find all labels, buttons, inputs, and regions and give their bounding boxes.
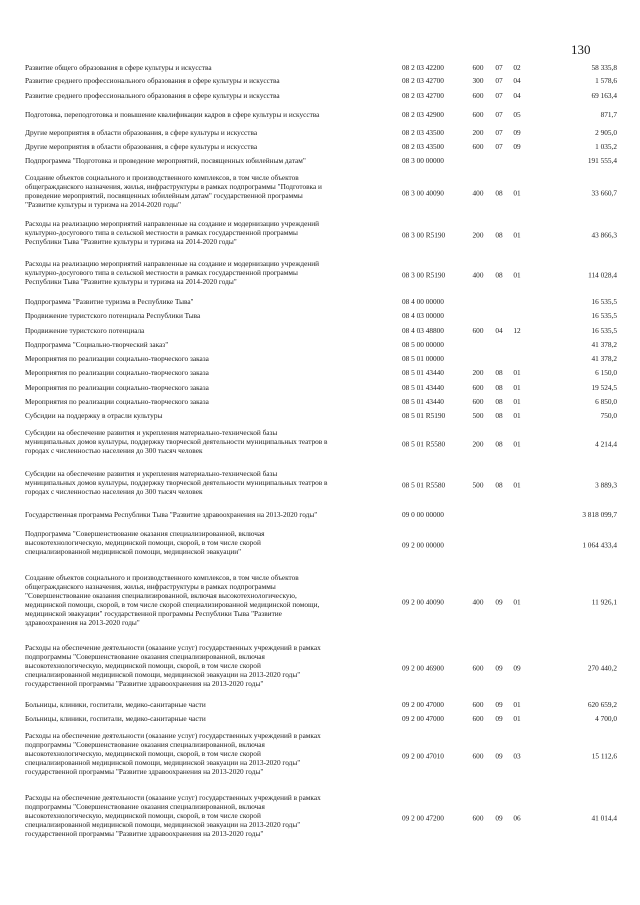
row-vr: 600 [472,714,484,723]
table-row [25,701,617,710]
row-rz: 08 [495,230,503,240]
row-code: 08 3 00 00000 [402,156,444,165]
row-pr: 05 [513,110,521,119]
row-rz: 07 [495,76,503,85]
row-rz: 04 [495,326,503,335]
row-amount: 19 524,5 [591,383,617,392]
row-rz: 08 [495,439,503,449]
row-vr: 600 [472,751,484,761]
row-pr: 01 [513,368,521,377]
row-code: 09 2 00 47000 [402,714,444,723]
row-name: Мероприятия по реализации социально-творческого заказа [25,354,209,363]
table-row [25,715,617,724]
row-pr: 04 [513,91,521,100]
row-name: Субсидии на обеспечение развития и укрепления материально-технической базы муниципальных домов культуры, поддержку творческой деятельности муниципальных театров в городах с численностью населения до 300 тысяч человек [25,428,328,455]
row-name: Мероприятия по реализации социально-творческого заказа [25,368,209,377]
table-row [25,511,617,520]
row-rz: 08 [495,411,503,420]
table-row [25,129,617,138]
row-amount: 114 028,4 [588,270,617,280]
row-pr: 01 [513,230,521,240]
row-amount: 4 700,0 [595,714,617,723]
row-pr: 01 [513,270,521,280]
table-row [25,312,617,321]
row-name: Расходы на реализацию мероприятий направленные на создание и модернизацию учреждений культурно-досугового типа в сельской местности в рамках государственной программы Республики Тыва "Развитие культуры и туризма на 2014-2020 годы" [25,219,320,246]
row-amount: 2 905,0 [595,128,617,137]
table-row [25,64,617,73]
row-amount: 58 335,8 [591,63,617,72]
row-rz: 07 [495,142,503,151]
row-rz: 08 [495,368,503,377]
row-code: 09 2 00 46900 [402,663,444,673]
page-number: 130 [571,42,591,57]
row-vr: 600 [472,142,484,151]
row-name: Подпрограмма "Развитие туризма в Республике Тыва" [25,297,194,306]
table-row [25,111,617,120]
row-pr: 01 [513,188,521,198]
row-name: Мероприятия по реализации социально-творческого заказа [25,383,209,392]
row-amount: 41 014,4 [591,813,617,823]
row-amount: 1 035,2 [595,142,617,151]
row-vr: 600 [472,813,484,823]
row-vr: 200 [472,230,484,240]
table-row [25,732,617,782]
row-vr: 600 [472,663,484,673]
row-code: 08 5 01 R5580 [402,480,446,490]
table-row [25,644,617,694]
row-pr: 01 [513,597,521,607]
row-pr: 09 [513,663,521,673]
table-row [25,384,617,393]
row-amount: 6 850,0 [595,397,617,406]
row-rz: 07 [495,110,503,119]
row-rz: 08 [495,188,503,198]
row-name: Развитие среднего профессионального образования в сфере культуры и искусства [25,76,280,85]
table-row [25,530,617,561]
row-rz: 07 [495,63,503,72]
row-amount: 4 214,4 [595,439,617,449]
row-code: 08 5 01 R5190 [402,411,446,420]
table-row [25,574,617,632]
table-row [25,369,617,378]
table-row [25,298,617,307]
row-name: Подготовка, переподготовка и повышение квалификации кадров в сфере культуры и искусства [25,110,320,119]
table-row [25,92,617,101]
table-row [25,157,617,166]
row-code: 08 2 03 43500 [402,128,444,137]
row-code: 08 2 03 42700 [402,76,444,85]
row-code: 08 5 00 00000 [402,340,444,349]
row-amount: 16 535,5 [591,297,617,306]
row-name: Субсидии на поддержку в отрасли культуры [25,411,163,420]
row-pr: 03 [513,751,521,761]
row-vr: 400 [472,270,484,280]
row-vr: 600 [472,63,484,72]
table-row [25,77,617,86]
row-amount: 1 578,6 [595,76,617,85]
table-row [25,429,617,460]
row-pr: 01 [513,397,521,406]
row-code: 08 4 00 00000 [402,297,444,306]
row-name: Создание объектов социального и производственного комплексов, в том числе объектов общегражданского назначения, жилья, инфраструктуры в рамках подпрограммы "Подготовка и проведение мероприятий, посвященных юбилейным датам" государственной программы "Развитие культуры и туризма на 2014-2020 годы" [25,173,322,209]
row-name: Развитие общего образования в сфере культуры и искусства [25,63,212,72]
row-name: Расходы на обеспечение деятельности (оказание услуг) государственных учреждений в рамках подпрограммы "Совершенствование оказания специализированной, включая высокотехнологическую, медицинской помощи, скорой, в том числе скорой специализированной медицинской помощи, медицинской эвакуации на 2013-2020 годы" государственной программы "Развитие здравоохранения на 2013-2020 годы" [25,643,321,688]
row-rz: 08 [495,480,503,490]
row-code: 08 5 01 00000 [402,354,444,363]
row-pr: 06 [513,813,521,823]
row-amount: 69 163,4 [591,91,617,100]
row-code: 08 2 03 42700 [402,91,444,100]
row-rz: 09 [495,663,503,673]
row-code: 08 5 01 R5580 [402,439,446,449]
row-name: Субсидии на обеспечение развития и укрепления материально-технической базы муниципальных домов культуры, поддержку творческой деятельности муниципальных театров в городах с численностью населения до 300 тысяч человек [25,469,328,496]
table-row [25,143,617,152]
row-code: 09 2 00 40090 [402,597,444,607]
row-amount: 15 112,6 [591,751,617,761]
row-vr: 400 [472,597,484,607]
row-amount: 191 555,4 [587,156,617,165]
row-rz: 09 [495,813,503,823]
row-name: Создание объектов социального и производственного комплексов, в том числе объектов общегражданского назначения, жилья, инфраструктуры в рамках подпрограммы "Совершенствование оказания специализированной, включая высокотехнологическую, медицинской помощи, скорой, в том числе скорой специализированной медицинской помощи, медицинской эвакуации" государственной программы Республики Тыва "Развитие здравоохранения на 2013-2020 годы" [25,573,320,627]
row-name: Подпрограмма "Совершенствование оказания специализированной, включая высокотехнологическую, медицинской помощи, скорой, в том числе скорой специализированной медицинской помощи, медицинской эвакуации" [25,529,265,556]
row-code: 09 2 00 47200 [402,813,444,823]
row-amount: 43 866,3 [591,230,617,240]
row-amount: 16 535,5 [591,326,617,335]
row-pr: 09 [513,128,521,137]
row-pr: 01 [513,411,521,420]
row-code: 08 2 03 42200 [402,63,444,72]
row-amount: 750,0 [600,411,617,420]
row-amount: 270 440,2 [587,663,617,673]
row-name: Мероприятия по реализации социально-творческого заказа [25,397,209,406]
row-amount: 41 378,2 [591,354,617,363]
row-name: Больницы, клиники, госпитали, медико-санитарные части [25,700,206,709]
table-row [25,412,617,421]
row-name: Государственная программа Республики Тыва "Развитие здравоохранения на 2013-2020 годы" [25,510,318,519]
row-vr: 500 [472,411,484,420]
row-code: 08 5 01 43440 [402,397,444,406]
table-row [25,341,617,350]
row-rz: 09 [495,751,503,761]
row-amount: 16 535,5 [591,311,617,320]
row-vr: 600 [472,700,484,709]
table-row [25,174,617,214]
row-name: Другие мероприятия в области образования, в сфере культуры и искусства [25,128,258,137]
row-amount: 1 064 433,4 [582,540,617,550]
row-code: 08 3 00 40090 [402,188,444,198]
row-vr: 600 [472,110,484,119]
row-vr: 200 [472,128,484,137]
row-rz: 07 [495,128,503,137]
row-code: 08 5 01 43440 [402,368,444,377]
row-name: Подпрограмма "Социально-творческий заказ" [25,340,169,349]
row-code: 08 4 03 48800 [402,326,444,335]
row-amount: 620 659,2 [587,700,617,709]
row-name: Расходы на реализацию мероприятий направленные на создание и модернизацию учреждений культурно-досугового типа в сельской местности в рамках государственной программы Республики Тыва "Развитие культуры и туризма на 2014-2020 годы" [25,259,320,286]
row-pr: 01 [513,700,521,709]
row-name: Больницы, клиники, госпитали, медико-санитарные части [25,714,206,723]
row-rz: 07 [495,91,503,100]
row-rz: 08 [495,383,503,392]
row-code: 09 2 00 47010 [402,751,444,761]
row-amount: 11 926,1 [591,597,617,607]
row-name: Расходы на обеспечение деятельности (оказание услуг) государственных учреждений в рамках подпрограммы "Совершенствование оказания специализированной, включая высокотехнологическую, медицинской помощи, скорой, в том числе скорой специализированной медицинской помощи, медицинской эвакуации на 2013-2020 годы" государственной программы "Развитие здравоохранения на 2013-2020 годы" [25,731,321,776]
row-pr: 01 [513,439,521,449]
row-vr: 200 [472,439,484,449]
row-code: 08 4 03 00000 [402,311,444,320]
row-code: 08 3 00 R5190 [402,270,446,280]
row-name: Подпрограмма "Подготовка и проведение мероприятий, посвященных юбилейным датам" [25,156,306,165]
table-row [25,398,617,407]
row-name: Расходы на обеспечение деятельности (оказание услуг) государственных учреждений в рамках подпрограммы "Совершенствование оказания специализированной, включая высокотехнологическую, медицинской помощи, скорой, в том числе скорой специализированной медицинской помощи, медицинской эвакуации на 2013-2020 годы" государственной программы "Развитие здравоохранения на 2013-2020 годы" [25,793,321,838]
row-code: 09 2 00 47000 [402,700,444,709]
row-rz: 09 [495,597,503,607]
row-vr: 500 [472,480,484,490]
row-rz: 08 [495,397,503,406]
row-pr: 12 [513,326,521,335]
row-vr: 600 [472,91,484,100]
table-row [25,794,617,844]
row-vr: 600 [472,397,484,406]
row-rz: 09 [495,700,503,709]
row-vr: 400 [472,188,484,198]
row-name: Продвижение туристского потенциала [25,326,145,335]
row-code: 08 3 00 R5190 [402,230,446,240]
row-vr: 600 [472,326,484,335]
table-row [25,220,617,251]
row-name: Продвижение туристского потенциала Республики Тыва [25,311,201,320]
row-vr: 200 [472,368,484,377]
row-amount: 6 150,0 [595,368,617,377]
row-amount: 3 818 099,7 [582,510,617,519]
row-amount: 33 660,7 [591,188,617,198]
row-amount: 41 378,2 [591,340,617,349]
table-row [25,260,617,291]
row-code: 08 5 01 43440 [402,383,444,392]
row-code: 09 0 00 00000 [402,510,444,519]
row-pr: 01 [513,714,521,723]
row-vr: 300 [472,76,484,85]
row-pr: 01 [513,480,521,490]
row-rz: 09 [495,714,503,723]
table-row [25,470,617,501]
row-name: Другие мероприятия в области образования, в сфере культуры и искусства [25,142,258,151]
row-pr: 02 [513,63,521,72]
row-pr: 09 [513,142,521,151]
row-amount: 3 889,3 [595,480,617,490]
row-name: Развитие среднего профессионального образования в сфере культуры и искусства [25,91,280,100]
row-code: 08 2 03 42900 [402,110,444,119]
row-pr: 01 [513,383,521,392]
row-vr: 600 [472,383,484,392]
row-rz: 08 [495,270,503,280]
row-code: 08 2 03 43500 [402,142,444,151]
row-amount: 871,7 [600,110,617,119]
row-pr: 04 [513,76,521,85]
row-code: 09 2 00 00000 [402,540,444,550]
table-row [25,327,617,336]
table-row [25,355,617,364]
